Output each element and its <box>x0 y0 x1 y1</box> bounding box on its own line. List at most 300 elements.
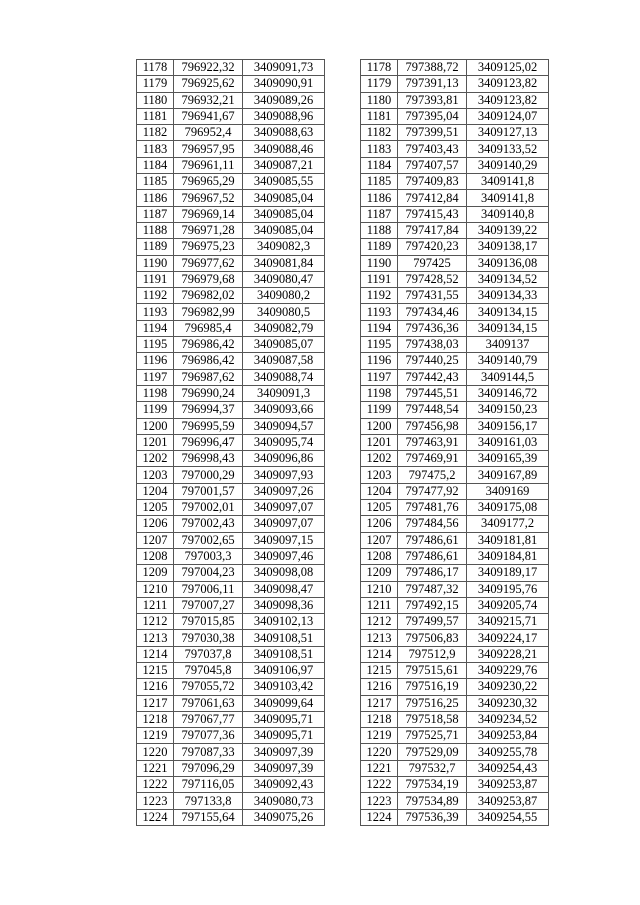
y-coordinate-cell: 3409140,8 <box>467 206 549 222</box>
x-coordinate-cell: 797055,72 <box>174 679 243 695</box>
table-row <box>137 222 325 238</box>
table-row <box>137 255 325 271</box>
point-number-cell: 1218 <box>361 711 398 727</box>
y-coordinate-cell: 3409080,2 <box>243 288 325 304</box>
table-row <box>361 174 549 190</box>
y-coordinate-cell: 3409184,81 <box>467 548 549 564</box>
x-coordinate-cell: 797133,8 <box>174 793 243 809</box>
table-row <box>137 483 325 499</box>
y-coordinate-cell: 3409156,17 <box>467 418 549 434</box>
x-coordinate-cell: 797087,33 <box>174 744 243 760</box>
y-coordinate-cell: 3409205,74 <box>467 597 549 613</box>
y-coordinate-cell: 3409195,76 <box>467 581 549 597</box>
x-coordinate-cell: 797445,51 <box>398 385 467 401</box>
point-number-cell: 1204 <box>361 483 398 499</box>
table-row <box>137 695 325 711</box>
table-row <box>137 288 325 304</box>
table-row <box>361 548 549 564</box>
x-coordinate-cell: 796986,42 <box>174 353 243 369</box>
point-number-cell: 1182 <box>361 125 398 141</box>
point-number-cell: 1203 <box>137 467 174 483</box>
y-coordinate-cell: 3409097,15 <box>243 532 325 548</box>
x-coordinate-cell: 797001,57 <box>174 483 243 499</box>
point-number-cell: 1202 <box>361 451 398 467</box>
point-number-cell: 1219 <box>137 728 174 744</box>
y-coordinate-cell: 3409253,87 <box>467 793 549 809</box>
y-coordinate-cell: 3409146,72 <box>467 385 549 401</box>
y-coordinate-cell: 3409123,82 <box>467 92 549 108</box>
point-number-cell: 1185 <box>137 174 174 190</box>
point-number-cell: 1179 <box>361 76 398 92</box>
point-number-cell: 1214 <box>137 646 174 662</box>
point-number-cell: 1208 <box>361 548 398 564</box>
x-coordinate-cell: 796996,47 <box>174 434 243 450</box>
table-row <box>137 206 325 222</box>
point-number-cell: 1208 <box>137 548 174 564</box>
point-number-cell: 1199 <box>137 402 174 418</box>
y-coordinate-cell: 3409080,73 <box>243 793 325 809</box>
table-row <box>361 760 549 776</box>
point-number-cell: 1221 <box>361 760 398 776</box>
point-number-cell: 1184 <box>361 157 398 173</box>
x-coordinate-cell: 796941,67 <box>174 108 243 124</box>
table-row <box>361 157 549 173</box>
table-row <box>361 206 549 222</box>
point-number-cell: 1221 <box>137 760 174 776</box>
table-row <box>361 271 549 287</box>
x-coordinate-cell: 796998,43 <box>174 451 243 467</box>
x-coordinate-cell: 796967,52 <box>174 190 243 206</box>
point-number-cell: 1191 <box>137 271 174 287</box>
point-number-cell: 1181 <box>137 108 174 124</box>
y-coordinate-cell: 3409134,15 <box>467 320 549 336</box>
y-coordinate-cell: 3409095,71 <box>243 711 325 727</box>
x-coordinate-cell: 797067,77 <box>174 711 243 727</box>
x-coordinate-cell: 797484,56 <box>398 516 467 532</box>
y-coordinate-cell: 3409098,47 <box>243 581 325 597</box>
point-number-cell: 1189 <box>361 239 398 255</box>
x-coordinate-cell: 797037,8 <box>174 646 243 662</box>
point-number-cell: 1212 <box>137 614 174 630</box>
y-coordinate-cell: 3409165,39 <box>467 451 549 467</box>
point-number-cell: 1200 <box>137 418 174 434</box>
table-row <box>361 809 549 825</box>
y-coordinate-cell: 3409085,04 <box>243 222 325 238</box>
point-number-cell: 1213 <box>137 630 174 646</box>
x-coordinate-cell: 797415,43 <box>398 206 467 222</box>
point-number-cell: 1192 <box>137 288 174 304</box>
point-number-cell: 1212 <box>361 614 398 630</box>
point-number-cell: 1193 <box>361 304 398 320</box>
x-coordinate-cell: 797518,58 <box>398 711 467 727</box>
x-coordinate-cell: 797428,52 <box>398 271 467 287</box>
y-coordinate-cell: 3409125,02 <box>467 60 549 76</box>
x-coordinate-cell: 797512,9 <box>398 646 467 662</box>
table-row <box>361 695 549 711</box>
y-coordinate-cell: 3409124,07 <box>467 108 549 124</box>
x-coordinate-cell: 796925,62 <box>174 76 243 92</box>
point-number-cell: 1213 <box>361 630 398 646</box>
y-coordinate-cell: 3409181,81 <box>467 532 549 548</box>
y-coordinate-cell: 3409254,55 <box>467 809 549 825</box>
point-number-cell: 1194 <box>361 320 398 336</box>
x-coordinate-cell: 796977,62 <box>174 255 243 271</box>
table-row <box>361 777 549 793</box>
point-number-cell: 1190 <box>137 255 174 271</box>
x-coordinate-cell: 797015,85 <box>174 614 243 630</box>
table-row <box>137 581 325 597</box>
point-number-cell: 1186 <box>137 190 174 206</box>
point-number-cell: 1202 <box>137 451 174 467</box>
point-number-cell: 1198 <box>137 385 174 401</box>
table-row <box>137 353 325 369</box>
table-row <box>137 597 325 613</box>
point-number-cell: 1187 <box>137 206 174 222</box>
table-row <box>361 60 549 76</box>
y-coordinate-cell: 3409140,29 <box>467 157 549 173</box>
table-row <box>137 662 325 678</box>
table-row <box>137 760 325 776</box>
x-coordinate-cell: 797534,19 <box>398 777 467 793</box>
table-row <box>361 76 549 92</box>
y-coordinate-cell: 3409085,04 <box>243 190 325 206</box>
x-coordinate-cell: 797506,83 <box>398 630 467 646</box>
table-row <box>137 744 325 760</box>
y-coordinate-cell: 3409167,89 <box>467 467 549 483</box>
table-row <box>361 516 549 532</box>
point-number-cell: 1195 <box>361 337 398 353</box>
x-coordinate-cell: 797486,61 <box>398 532 467 548</box>
y-coordinate-cell: 3409091,3 <box>243 385 325 401</box>
x-coordinate-cell: 797407,57 <box>398 157 467 173</box>
y-coordinate-cell: 3409090,91 <box>243 76 325 92</box>
x-coordinate-cell: 797463,91 <box>398 434 467 450</box>
y-coordinate-cell: 3409177,2 <box>467 516 549 532</box>
table-row <box>137 809 325 825</box>
y-coordinate-cell: 3409095,74 <box>243 434 325 450</box>
table-row <box>361 353 549 369</box>
table-row <box>137 728 325 744</box>
table-row <box>137 385 325 401</box>
point-number-cell: 1191 <box>361 271 398 287</box>
y-coordinate-cell: 3409085,07 <box>243 337 325 353</box>
y-coordinate-cell: 3409123,82 <box>467 76 549 92</box>
x-coordinate-cell: 796975,23 <box>174 239 243 255</box>
table-row <box>361 646 549 662</box>
table-row <box>137 630 325 646</box>
table-row <box>361 662 549 678</box>
table-row <box>137 451 325 467</box>
table-row <box>137 369 325 385</box>
point-number-cell: 1178 <box>137 60 174 76</box>
table-row <box>137 565 325 581</box>
point-number-cell: 1187 <box>361 206 398 222</box>
y-coordinate-cell: 3409139,22 <box>467 222 549 238</box>
point-number-cell: 1188 <box>137 222 174 238</box>
table-row <box>137 777 325 793</box>
table-row <box>361 467 549 483</box>
point-number-cell: 1205 <box>361 500 398 516</box>
y-coordinate-cell: 3409150,23 <box>467 402 549 418</box>
point-number-cell: 1220 <box>361 744 398 760</box>
x-coordinate-cell: 797425 <box>398 255 467 271</box>
y-coordinate-cell: 3409087,21 <box>243 157 325 173</box>
x-coordinate-cell: 797395,04 <box>398 108 467 124</box>
x-coordinate-cell: 797030,38 <box>174 630 243 646</box>
x-coordinate-cell: 797399,51 <box>398 125 467 141</box>
x-coordinate-cell: 797393,81 <box>398 92 467 108</box>
x-coordinate-cell: 796985,4 <box>174 320 243 336</box>
x-coordinate-cell: 797096,29 <box>174 760 243 776</box>
point-number-cell: 1224 <box>137 809 174 825</box>
table-row <box>361 711 549 727</box>
table-row <box>361 418 549 434</box>
x-coordinate-cell: 797002,01 <box>174 500 243 516</box>
y-coordinate-cell: 3409127,13 <box>467 125 549 141</box>
point-number-cell: 1203 <box>361 467 398 483</box>
table-row <box>137 108 325 124</box>
y-coordinate-cell: 3409097,39 <box>243 744 325 760</box>
table-row <box>137 174 325 190</box>
point-number-cell: 1210 <box>361 581 398 597</box>
y-coordinate-cell: 3409255,78 <box>467 744 549 760</box>
y-coordinate-cell: 3409102,13 <box>243 614 325 630</box>
point-number-cell: 1211 <box>137 597 174 613</box>
y-coordinate-cell: 3409080,5 <box>243 304 325 320</box>
y-coordinate-cell: 3409088,96 <box>243 108 325 124</box>
table-row <box>361 500 549 516</box>
x-coordinate-cell: 796990,24 <box>174 385 243 401</box>
y-coordinate-cell: 3409089,26 <box>243 92 325 108</box>
x-coordinate-cell: 797002,43 <box>174 516 243 532</box>
x-coordinate-cell: 797004,23 <box>174 565 243 581</box>
y-coordinate-cell: 3409096,86 <box>243 451 325 467</box>
point-number-cell: 1209 <box>361 565 398 581</box>
y-coordinate-cell: 3409080,47 <box>243 271 325 287</box>
point-number-cell: 1223 <box>361 793 398 809</box>
x-coordinate-cell: 796969,14 <box>174 206 243 222</box>
y-coordinate-cell: 3409134,52 <box>467 271 549 287</box>
y-coordinate-cell: 3409229,76 <box>467 662 549 678</box>
x-coordinate-cell: 797045,8 <box>174 662 243 678</box>
table-row <box>137 711 325 727</box>
table-row <box>137 76 325 92</box>
x-coordinate-cell: 797155,64 <box>174 809 243 825</box>
x-coordinate-cell: 796922,32 <box>174 60 243 76</box>
y-coordinate-cell: 3409137 <box>467 337 549 353</box>
x-coordinate-cell: 797516,19 <box>398 679 467 695</box>
point-number-cell: 1206 <box>137 516 174 532</box>
x-coordinate-cell: 796971,28 <box>174 222 243 238</box>
y-coordinate-cell: 3409230,32 <box>467 695 549 711</box>
point-number-cell: 1196 <box>137 353 174 369</box>
y-coordinate-cell: 3409144,5 <box>467 369 549 385</box>
point-number-cell: 1180 <box>361 92 398 108</box>
y-coordinate-cell: 3409254,43 <box>467 760 549 776</box>
point-number-cell: 1198 <box>361 385 398 401</box>
x-coordinate-cell: 797061,63 <box>174 695 243 711</box>
table-row <box>361 614 549 630</box>
y-coordinate-cell: 3409097,26 <box>243 483 325 499</box>
coordinates-table-left <box>136 59 325 826</box>
table-row <box>361 679 549 695</box>
y-coordinate-cell: 3409082,3 <box>243 239 325 255</box>
x-coordinate-cell: 797532,7 <box>398 760 467 776</box>
point-number-cell: 1183 <box>137 141 174 157</box>
x-coordinate-cell: 797388,72 <box>398 60 467 76</box>
table-row <box>137 418 325 434</box>
x-coordinate-cell: 797477,92 <box>398 483 467 499</box>
table-row <box>137 190 325 206</box>
table-row <box>361 141 549 157</box>
point-number-cell: 1182 <box>137 125 174 141</box>
table-row <box>361 483 549 499</box>
point-number-cell: 1223 <box>137 793 174 809</box>
coordinates-table-right <box>360 59 549 826</box>
y-coordinate-cell: 3409108,51 <box>243 630 325 646</box>
point-number-cell: 1215 <box>137 662 174 678</box>
x-coordinate-cell: 797006,11 <box>174 581 243 597</box>
x-coordinate-cell: 797409,83 <box>398 174 467 190</box>
x-coordinate-cell: 796932,21 <box>174 92 243 108</box>
table-row <box>137 614 325 630</box>
point-number-cell: 1205 <box>137 500 174 516</box>
x-coordinate-cell: 797448,54 <box>398 402 467 418</box>
point-number-cell: 1216 <box>137 679 174 695</box>
table-row <box>361 222 549 238</box>
y-coordinate-cell: 3409075,26 <box>243 809 325 825</box>
table-row <box>137 271 325 287</box>
y-coordinate-cell: 3409138,17 <box>467 239 549 255</box>
point-number-cell: 1196 <box>361 353 398 369</box>
y-coordinate-cell: 3409082,79 <box>243 320 325 336</box>
point-number-cell: 1216 <box>361 679 398 695</box>
table-row <box>361 385 549 401</box>
table-row <box>361 190 549 206</box>
point-number-cell: 1181 <box>361 108 398 124</box>
x-coordinate-cell: 797481,76 <box>398 500 467 516</box>
point-number-cell: 1184 <box>137 157 174 173</box>
y-coordinate-cell: 3409234,52 <box>467 711 549 727</box>
point-number-cell: 1185 <box>361 174 398 190</box>
y-coordinate-cell: 3409088,46 <box>243 141 325 157</box>
y-coordinate-cell: 3409161,03 <box>467 434 549 450</box>
x-coordinate-cell: 797434,46 <box>398 304 467 320</box>
x-coordinate-cell: 796961,11 <box>174 157 243 173</box>
x-coordinate-cell: 796986,42 <box>174 337 243 353</box>
point-number-cell: 1197 <box>361 369 398 385</box>
y-coordinate-cell: 3409134,33 <box>467 288 549 304</box>
x-coordinate-cell: 797420,23 <box>398 239 467 255</box>
y-coordinate-cell: 3409140,79 <box>467 353 549 369</box>
point-number-cell: 1200 <box>361 418 398 434</box>
y-coordinate-cell: 3409228,21 <box>467 646 549 662</box>
point-number-cell: 1186 <box>361 190 398 206</box>
x-coordinate-cell: 797412,84 <box>398 190 467 206</box>
y-coordinate-cell: 3409215,71 <box>467 614 549 630</box>
point-number-cell: 1224 <box>361 809 398 825</box>
x-coordinate-cell: 797487,32 <box>398 581 467 597</box>
x-coordinate-cell: 797431,55 <box>398 288 467 304</box>
y-coordinate-cell: 3409092,43 <box>243 777 325 793</box>
table-row <box>361 532 549 548</box>
point-number-cell: 1201 <box>361 434 398 450</box>
y-coordinate-cell: 3409093,66 <box>243 402 325 418</box>
table-row <box>137 679 325 695</box>
table-row <box>361 108 549 124</box>
table-row <box>137 92 325 108</box>
point-number-cell: 1206 <box>361 516 398 532</box>
table-row <box>361 369 549 385</box>
y-coordinate-cell: 3409136,08 <box>467 255 549 271</box>
y-coordinate-cell: 3409106,97 <box>243 662 325 678</box>
point-number-cell: 1188 <box>361 222 398 238</box>
table-row <box>361 92 549 108</box>
x-coordinate-cell: 797492,15 <box>398 597 467 613</box>
y-coordinate-cell: 3409253,84 <box>467 728 549 744</box>
table-row <box>361 337 549 353</box>
table-row <box>137 157 325 173</box>
point-number-cell: 1207 <box>361 532 398 548</box>
point-number-cell: 1217 <box>137 695 174 711</box>
point-number-cell: 1214 <box>361 646 398 662</box>
x-coordinate-cell: 797436,36 <box>398 320 467 336</box>
x-coordinate-cell: 796994,37 <box>174 402 243 418</box>
table-row <box>361 304 549 320</box>
x-coordinate-cell: 797077,36 <box>174 728 243 744</box>
x-coordinate-cell: 797456,98 <box>398 418 467 434</box>
table-row <box>361 451 549 467</box>
point-number-cell: 1179 <box>137 76 174 92</box>
x-coordinate-cell: 797499,57 <box>398 614 467 630</box>
y-coordinate-cell: 3409141,8 <box>467 174 549 190</box>
table-row <box>137 141 325 157</box>
point-number-cell: 1222 <box>361 777 398 793</box>
x-coordinate-cell: 796965,29 <box>174 174 243 190</box>
x-coordinate-cell: 796979,68 <box>174 271 243 287</box>
point-number-cell: 1189 <box>137 239 174 255</box>
x-coordinate-cell: 797002,65 <box>174 532 243 548</box>
y-coordinate-cell: 3409097,46 <box>243 548 325 564</box>
y-coordinate-cell: 3409097,07 <box>243 500 325 516</box>
x-coordinate-cell: 797525,71 <box>398 728 467 744</box>
x-coordinate-cell: 797536,39 <box>398 809 467 825</box>
y-coordinate-cell: 3409094,57 <box>243 418 325 434</box>
y-coordinate-cell: 3409085,55 <box>243 174 325 190</box>
x-coordinate-cell: 797440,25 <box>398 353 467 369</box>
table-row <box>137 304 325 320</box>
point-number-cell: 1201 <box>137 434 174 450</box>
table-row <box>361 239 549 255</box>
y-coordinate-cell: 3409097,39 <box>243 760 325 776</box>
x-coordinate-cell: 797486,61 <box>398 548 467 564</box>
x-coordinate-cell: 797417,84 <box>398 222 467 238</box>
table-row <box>361 565 549 581</box>
point-number-cell: 1192 <box>361 288 398 304</box>
table-row <box>137 646 325 662</box>
point-number-cell: 1195 <box>137 337 174 353</box>
table-row <box>361 434 549 450</box>
y-coordinate-cell: 3409169 <box>467 483 549 499</box>
y-coordinate-cell: 3409134,15 <box>467 304 549 320</box>
point-number-cell: 1215 <box>361 662 398 678</box>
y-coordinate-cell: 3409108,51 <box>243 646 325 662</box>
x-coordinate-cell: 796995,59 <box>174 418 243 434</box>
y-coordinate-cell: 3409087,58 <box>243 353 325 369</box>
table-row <box>361 320 549 336</box>
y-coordinate-cell: 3409097,93 <box>243 467 325 483</box>
x-coordinate-cell: 797438,03 <box>398 337 467 353</box>
